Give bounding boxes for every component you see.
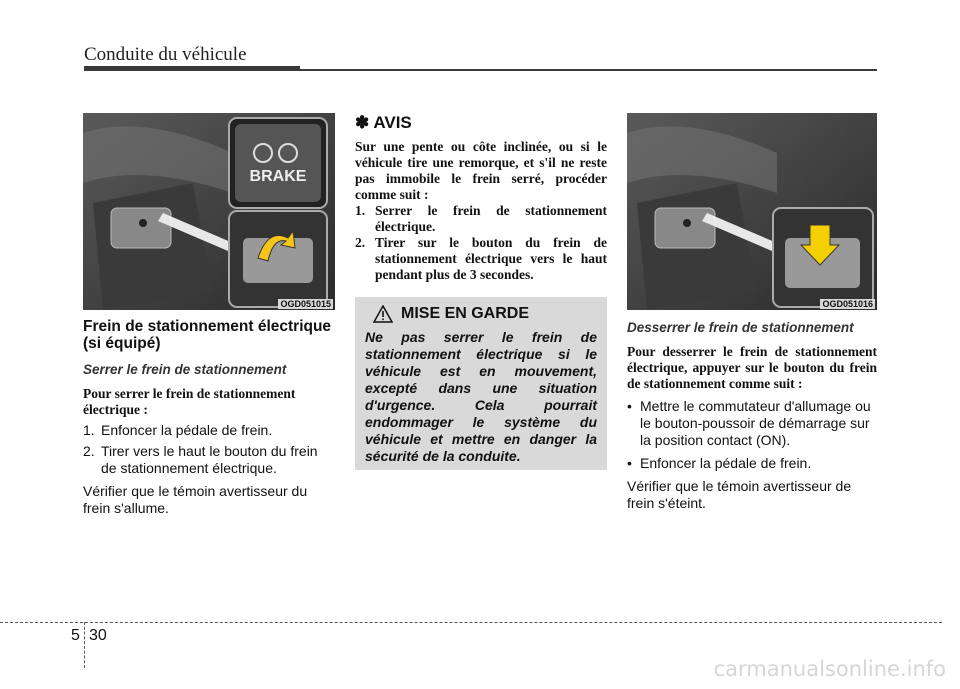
footer-vertical-divider — [84, 622, 85, 668]
figure-label: OGD051016 — [822, 299, 873, 309]
apply-steps — [83, 422, 335, 477]
release-note: Vérifier que le témoin avertisseur de frein s'éteint. — [627, 478, 852, 511]
step-number: 2. — [83, 443, 95, 459]
list-item — [355, 235, 607, 283]
section-heading: Frein de stationnement électrique (si équipé) — [83, 318, 332, 352]
step-text: Tirer vers le haut le bouton du frein de stationnement électrique. — [101, 443, 318, 476]
avis-item-text: Tirer sur le bouton du frein de stationnement électrique vers le haut pendant plus de 3 secondes. — [375, 235, 607, 282]
console-illustration — [627, 113, 877, 310]
footer-divider — [0, 622, 942, 623]
caution-text: Ne pas serrer le frein de stationnement électrique si le véhicule est en mouvement, excepté dans une situation d'urgence. Cela pourrait endommager le système du véhicule et mettre en danger la sécurité de la conduite. — [365, 329, 597, 464]
list-item — [627, 455, 877, 472]
figure-label: OGD051015 — [280, 299, 331, 309]
apply-note: Vérifier que le témoin avertisseur du frein s'allume. — [83, 483, 308, 516]
caution-box — [355, 297, 607, 470]
avis-item-number: 2. — [355, 235, 366, 250]
caution-title: MISE EN GARDE — [401, 305, 530, 322]
bullet: • — [627, 398, 632, 414]
subheading-release: Desserrer le frein de stationnement — [627, 320, 854, 335]
page-header-title: Conduite du véhicule — [84, 44, 247, 65]
list-item — [83, 443, 335, 477]
chapter-number: 5 — [71, 627, 80, 644]
list-item — [355, 203, 607, 235]
bullet: • — [627, 455, 632, 471]
avis-item-text: Serrer le frein de stationnement électrique. — [375, 203, 607, 234]
step-number: 1. — [83, 422, 95, 438]
figure-apply-brake — [83, 113, 335, 310]
warning-triangle-icon — [373, 305, 393, 323]
bullet-text: Enfoncer la pédale de frein. — [640, 455, 812, 471]
header-line — [300, 69, 877, 71]
step-text: Enfoncer la pédale de frein. — [101, 422, 273, 438]
release-steps — [627, 398, 877, 472]
release-intro: Pour desserrer le frein de stationnement électrique, appuyer sur le bouton du frein de stationnement comme suit : — [627, 344, 877, 391]
subheading-apply: Serrer le frein de stationnement — [83, 362, 287, 377]
list-item — [627, 398, 877, 449]
column-apply-brake — [83, 113, 335, 517]
figure-release-brake — [627, 113, 877, 310]
caution-header — [365, 305, 597, 323]
header-bar — [84, 66, 300, 71]
avis-list — [355, 203, 607, 283]
avis-title: ✽ AVIS — [355, 113, 412, 132]
console-illustration — [83, 113, 335, 310]
bullet-text: Mettre le commutateur d'allumage ou le bouton-poussoir de démarrage sur la position contact (ON). — [640, 398, 871, 448]
page-number: 30 — [89, 627, 107, 644]
column-release-brake — [627, 113, 877, 512]
watermark: carmanualsonline.info — [713, 657, 946, 681]
apply-intro: Pour serrer le frein de stationnement électrique : — [83, 386, 296, 417]
list-item — [83, 422, 335, 439]
column-avis — [355, 113, 607, 283]
avis-item-number: 1. — [355, 203, 366, 218]
brake-indicator-text: BRAKE — [249, 168, 307, 185]
avis-text: Sur une pente ou côte inclinée, ou si le véhicule tire une remorque, et s'il ne reste pas immobile le frein serré, procéder comme suit : — [355, 139, 607, 202]
